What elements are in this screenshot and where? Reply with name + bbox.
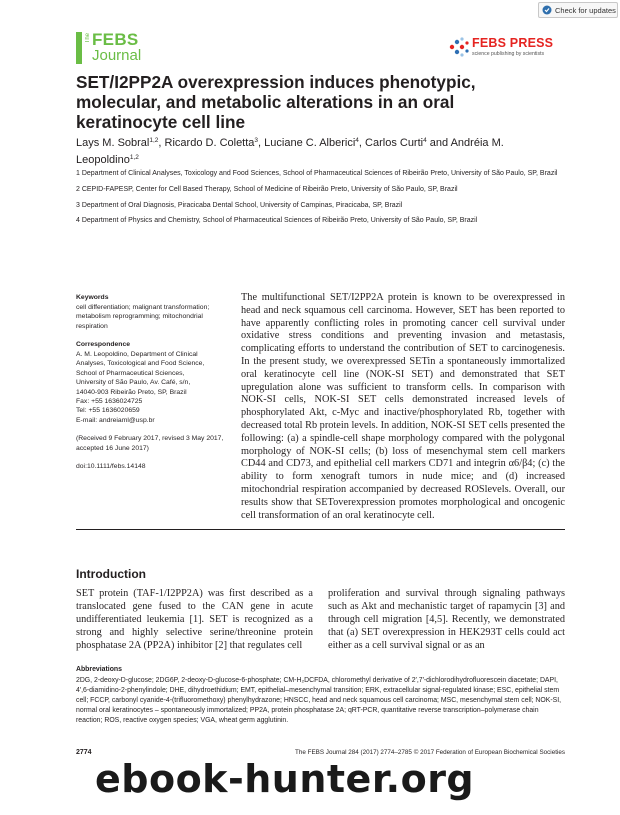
correspondence-email[interactable]: E-mail: andreiaml@usp.br [76, 416, 155, 424]
press-tagline: science publishing by scientists [472, 51, 545, 57]
author-affiliation-marker: 4 [355, 137, 359, 144]
doi-link[interactable]: doi:10.1111/febs.14148 [76, 463, 146, 471]
author-separator: , [158, 137, 165, 149]
affiliation-item: 3 Department of Oral Diagnosis, Piracicaba Dental School, University of Campinas, Piracicaba, SP, Brazil [76, 201, 403, 209]
affiliation-item: 1 Department of Clinical Analyses, Toxicology and Food Sciences, School of Pharmaceutical Sciences of Ribeirão Preto, University of São Paulo, SP, Brazil [76, 170, 558, 177]
keywords-text: cell differentiation; malignant transformation; metabolism reprogramming; mitochondrial respiration [76, 303, 210, 330]
author-name: Andréia M. Leopoldino [76, 137, 504, 166]
check-for-updates-button[interactable] [538, 2, 618, 18]
author-name: Ricardo D. Coletta [164, 137, 255, 149]
correspondence-line: A. M. Leopoldino, Department of Clinical [76, 351, 198, 359]
correspondence-line: Tel: +55 1636020659 [76, 407, 140, 415]
author-separator: , [258, 137, 265, 149]
keywords-heading: Keywords [76, 294, 109, 301]
correspondence-line: 14040-903 Ribeirão Preto, SP, Brazil [76, 388, 187, 396]
update-badge-icon [542, 5, 552, 15]
abstract-text: The multifunctional SET/I2PP2A protein is known to be overexpressed in head and neck squamous cell carcinoma. However, SET has been reported to have apparently conflicting roles in promoting cancer cell survival under oxidative stress conditions and preventing invasion and metastasis, complicating efforts to understand the contribution of SET to carcinogenesis. In the present study, we overexpressed SETin a spontaneously immortalized oral keratinocyte cell line (NOK-SI SET) and demonstrated that SET upregulation alone was sufficient to transform cells. In comparison with NOK-SI cells, NOK-SI SET cells demonstrated increased levels of phosphorylated Akt, c-Myc and inactive/phosphorylated Rb, together with decreased total Rb protein levels. In addition, NOK-SI SET cells presented the following: (a) a spindle-cell shape morphology compared with the polygonal morphology of NOK-SI cells; (b) loss of mesenchymal stem cell markers CD44 and CD73, and epithelial cell markers CD71 and integrin α6/β4; (c) the ability to form xenograft tumors in nude mice; and (d) increased mitochondrial respiration accompanied by decreased ROSlevels. Overall, our results show that SEToverexpression promotes morphological and oncogenic cell transformation of an oral keratinocyte cell. [241, 292, 565, 521]
correspondence-line: University of São Paulo, Av. Café, s/n, [76, 379, 191, 387]
page-number: 2774 [76, 749, 92, 756]
author-separator: and [426, 137, 451, 149]
author-list [76, 134, 546, 167]
author-affiliation-marker: 4 [423, 137, 427, 144]
article-title: SET/I2PP2A overexpression induces phenotypic, molecular, and metabolic alterations in an oral keratinocyte cell line [76, 72, 476, 132]
author-name: Carlos Curti [365, 137, 424, 149]
correspondence-line: School of Pharmaceutical Sciences, [76, 369, 185, 377]
correspondence-heading: Correspondence [76, 341, 131, 349]
author-name: Lays M. Sobral [76, 137, 150, 149]
introduction-heading: Introduction [76, 567, 146, 581]
abbreviations-block [76, 665, 565, 726]
journal-citation: The FEBS Journal 284 (2017) 2774–2785 © 2017 Federation of European Biochemical Societies [295, 749, 565, 756]
affiliation-item: 4 Department of Physics and Chemistry, School of Pharmaceutical Sciences of Ribeirão Preto, University of São Paulo, SP, Brazil [76, 217, 478, 225]
affiliations [76, 169, 566, 232]
received-dates: (Received 9 February 2017, revised 3 May 2017, accepted 16 June 2017) [76, 435, 224, 452]
author-affiliation-marker: 1,2 [129, 153, 139, 161]
febs-journal-logo [76, 30, 154, 66]
author-affiliation-marker: 1,2 [149, 137, 159, 144]
logo-febs: FEBS [92, 30, 139, 49]
correspondence-line: Fax: +55 1636024725 [76, 398, 143, 406]
correspondence-line: Analyses, Toxicological and Food Science, [76, 360, 205, 368]
affiliation-item: 2 CEPID-FAPESP, Center for Cell Based Therapy, School of Medicine of Ribeirão Preto, University of São Paulo, SP, Brazil [76, 185, 458, 193]
author-separator: , [358, 137, 366, 149]
logo-the: The [85, 33, 91, 44]
introduction-text-left: SET protein (TAF-1/I2PP2A) was first described as a translocated gene fused to the CAN gene in acute undifferentiated leukemia [1]. SET is recognized as a strong and highly selective serine/threonine protein phosphatase 2A (PP2A) inhibitor [2] that regulates cell [76, 588, 313, 652]
logo-bar [76, 32, 82, 64]
abbreviations-text: 2DG, 2-deoxy-D-glucose; 2DG6P, 2-deoxy-D-glucose-6-phosphate; CM-H₂DCFDA, chloromethyl derivative of 2′,7′-dichlorodihydrofluorescein diacetate; DAPI, 4′,6-diamidino-2-phenylindole; DHE, dihydroethidium; EMT, epithelial–mesenchymal transition; ERK, extracellular signal-regulated kinase; ESC, epithelial stem cell; FCCP, carbonyl cyanide-4-(trifluoromethoxy) phenylhydrazone; HNSCC, head and neck squamous cell carcinoma; MSC, mesenchymal stem cell; NOK-SI, normal oral keratinocytes – spontaneously immortalized; PP2A, protein phosphatase 2A; qRT-PCR, quantitative reverse transcription–polymerase chain reaction; ROS, reactive oxygen species; VGA, wheat germ agglutinin. [76, 677, 562, 724]
author-name: Luciane C. Alberici [264, 137, 356, 149]
febs-press-logo [448, 35, 560, 61]
section-divider [76, 529, 565, 530]
check-for-updates-label: Check for updates [555, 5, 616, 15]
watermark-text: ebook-hunter.org [95, 757, 475, 801]
abbreviations-heading: Abbreviations [76, 666, 122, 673]
introduction-text-right: proliferation and survival through signaling pathways such as Akt and mechanistic target of rapamycin [3] and through cell migration [4,5]. Recently, we demonstrated that (a) SET overexpression in HEK293T cells could act either as a cell survival signal or as an [328, 588, 565, 652]
logo-journal: Journal [92, 47, 142, 64]
press-name: FEBS PRESS [472, 36, 554, 50]
article-meta-column [76, 293, 226, 481]
febs-press-dots-icon [448, 36, 470, 58]
author-affiliation-marker: 3 [254, 137, 259, 144]
